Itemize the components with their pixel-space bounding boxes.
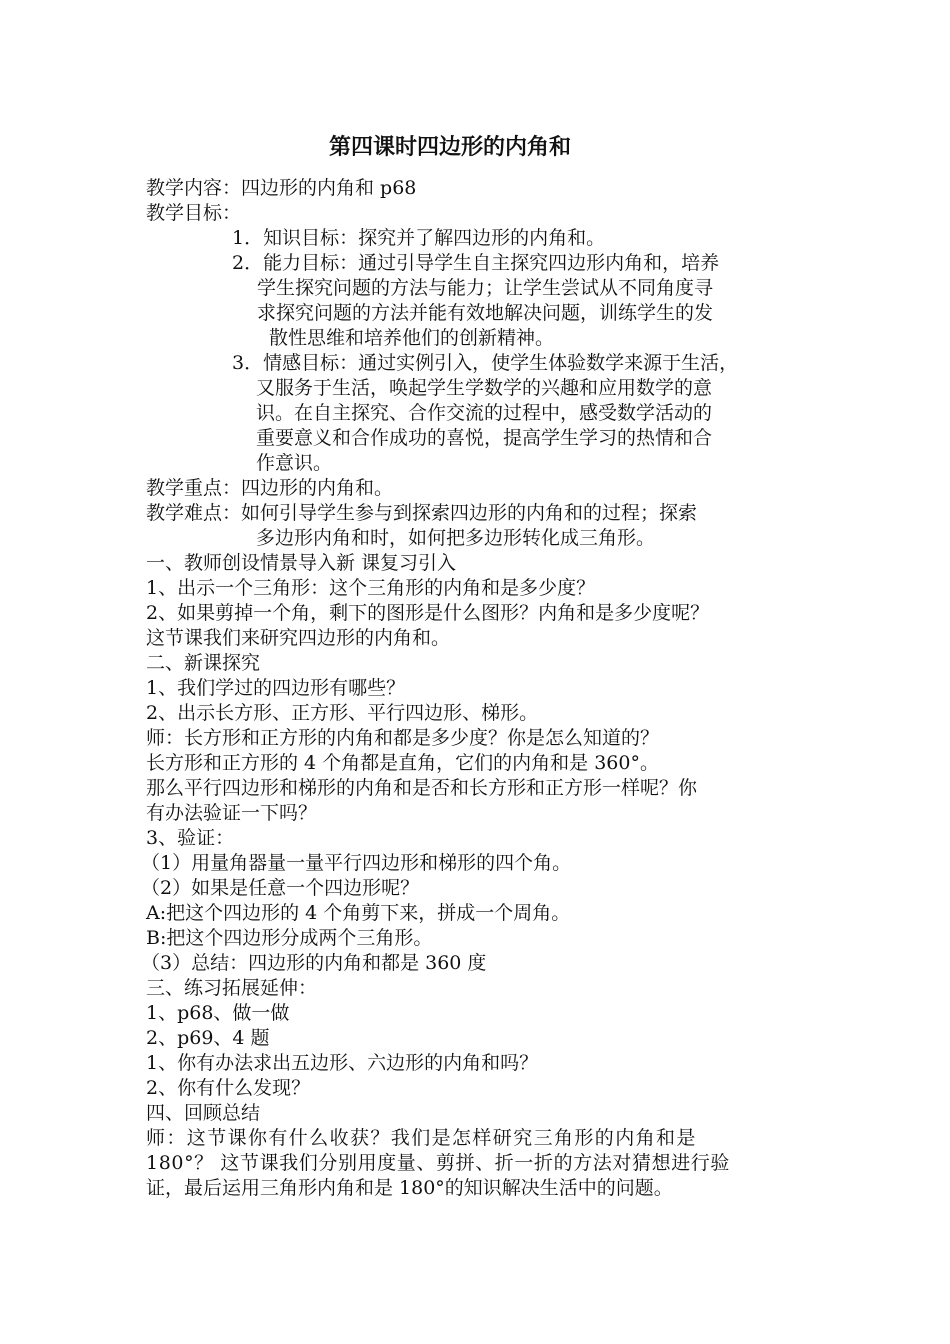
document-title: 第四课时四边形的内角和 [328,135,571,160]
list-item: 1、出示一个三角形：这个三角形的内角和是多少度？ [146,577,596,599]
list-item: 2、如果剪掉一个角，剩下的图形是什么图形？内角和是多少度呢？ [146,602,710,624]
list-item: 2、p69、4 题 [146,1027,270,1049]
paragraph-line: 师：这节课你有什么收获？我们是怎样研究三角形的内角和是 [146,1127,697,1149]
paragraph-line: 180°？ 这节课我们分别用度量、剪拼、折一折的方法对猜想进行验 [146,1152,731,1174]
list-item: A:把这个四边形的 4 个角剪下来，拼成一个周角。 [146,902,571,924]
goal-emotion-line-5: 作意识。 [256,452,333,474]
list-item: （2）如果是任意一个四边形呢？ [141,877,420,899]
list-item: 1、你有办法求出五边形、六边形的内角和吗？ [146,1052,539,1074]
goal-emotion-line-3: 识。在自主探究、合作交流的过程中，感受数学活动的 [256,402,713,424]
goal-ability-line-1: 2．能力目标：通过引导学生自主探究四边形内角和，培养 [232,252,720,274]
teaching-goals-heading: 教学目标： [146,202,242,224]
section-one-heading: 一、教师创设情景导入新 课复习引入 [146,552,457,574]
list-item: （1）用量角器量一量平行四边形和梯形的四个角。 [141,852,572,874]
goal-ability-line-4: 散性思维和培养他们的创新精神。 [269,327,555,349]
goal-knowledge-line: 1．知识目标：探究并了解四边形的内角和。 [232,227,606,249]
list-item: B:把这个四边形分成两个三角形。 [146,927,433,949]
paragraph-line: 师：长方形和正方形的内角和都是多少度？你是怎么知道的？ [146,727,660,749]
key-point-line: 教学重点：四边形的内角和。 [146,477,394,499]
section-four-heading: 四、回顾总结 [146,1102,261,1124]
verify-heading: 3、验证： [146,827,235,849]
goal-emotion-line-4: 重要意义和合作成功的喜悦，提高学生学习的热情和合 [256,427,713,449]
difficulty-line-1: 教学难点：如何引导学生参与到探索四边形的内角和的过程；探索 [146,502,698,524]
list-item: 2、你有什么发现？ [146,1077,311,1099]
summary-line: （3）总结：四边形的内角和都是 360 度 [141,952,487,974]
paragraph-line: 这节课我们来研究四边形的内角和。 [146,627,451,649]
teaching-content-line: 教学内容：四边形的内角和 p68 [146,177,417,199]
goal-ability-line-3: 求探究问题的方法并能有效地解决问题，训练学生的发 [257,302,714,324]
paragraph-line: 长方形和正方形的 4 个角都是直角，它们的内角和是 360°。 [146,752,659,774]
goal-emotion-line-1: 3．情感目标：通过实例引入，使学生体验数学来源于生活， [232,352,739,374]
paragraph-line: 那么平行四边形和梯形的内角和是否和长方形和正方形一样呢？你 [146,777,698,799]
paragraph-line: 证，最后运用三角形内角和是 180°的知识解决生活中的问题。 [146,1177,673,1199]
difficulty-line-2: 多边形内角和时，如何把多边形转化成三角形。 [256,527,656,549]
goal-ability-line-2: 学生探究问题的方法与能力；让学生尝试从不同角度寻 [257,277,714,299]
list-item: 1、我们学过的四边形有哪些？ [146,677,406,699]
goal-emotion-line-2: 又服务于生活，唤起学生学数学的兴趣和应用数学的意 [256,377,713,399]
paragraph-line: 有办法验证一下吗？ [146,802,318,824]
section-three-heading: 三、练习拓展延伸： [146,977,318,999]
section-two-heading: 二、新课探究 [146,652,261,674]
list-item: 2、出示长方形、正方形、平行四边形、梯形。 [146,702,539,724]
list-item: 1、p68、做一做 [146,1002,290,1024]
